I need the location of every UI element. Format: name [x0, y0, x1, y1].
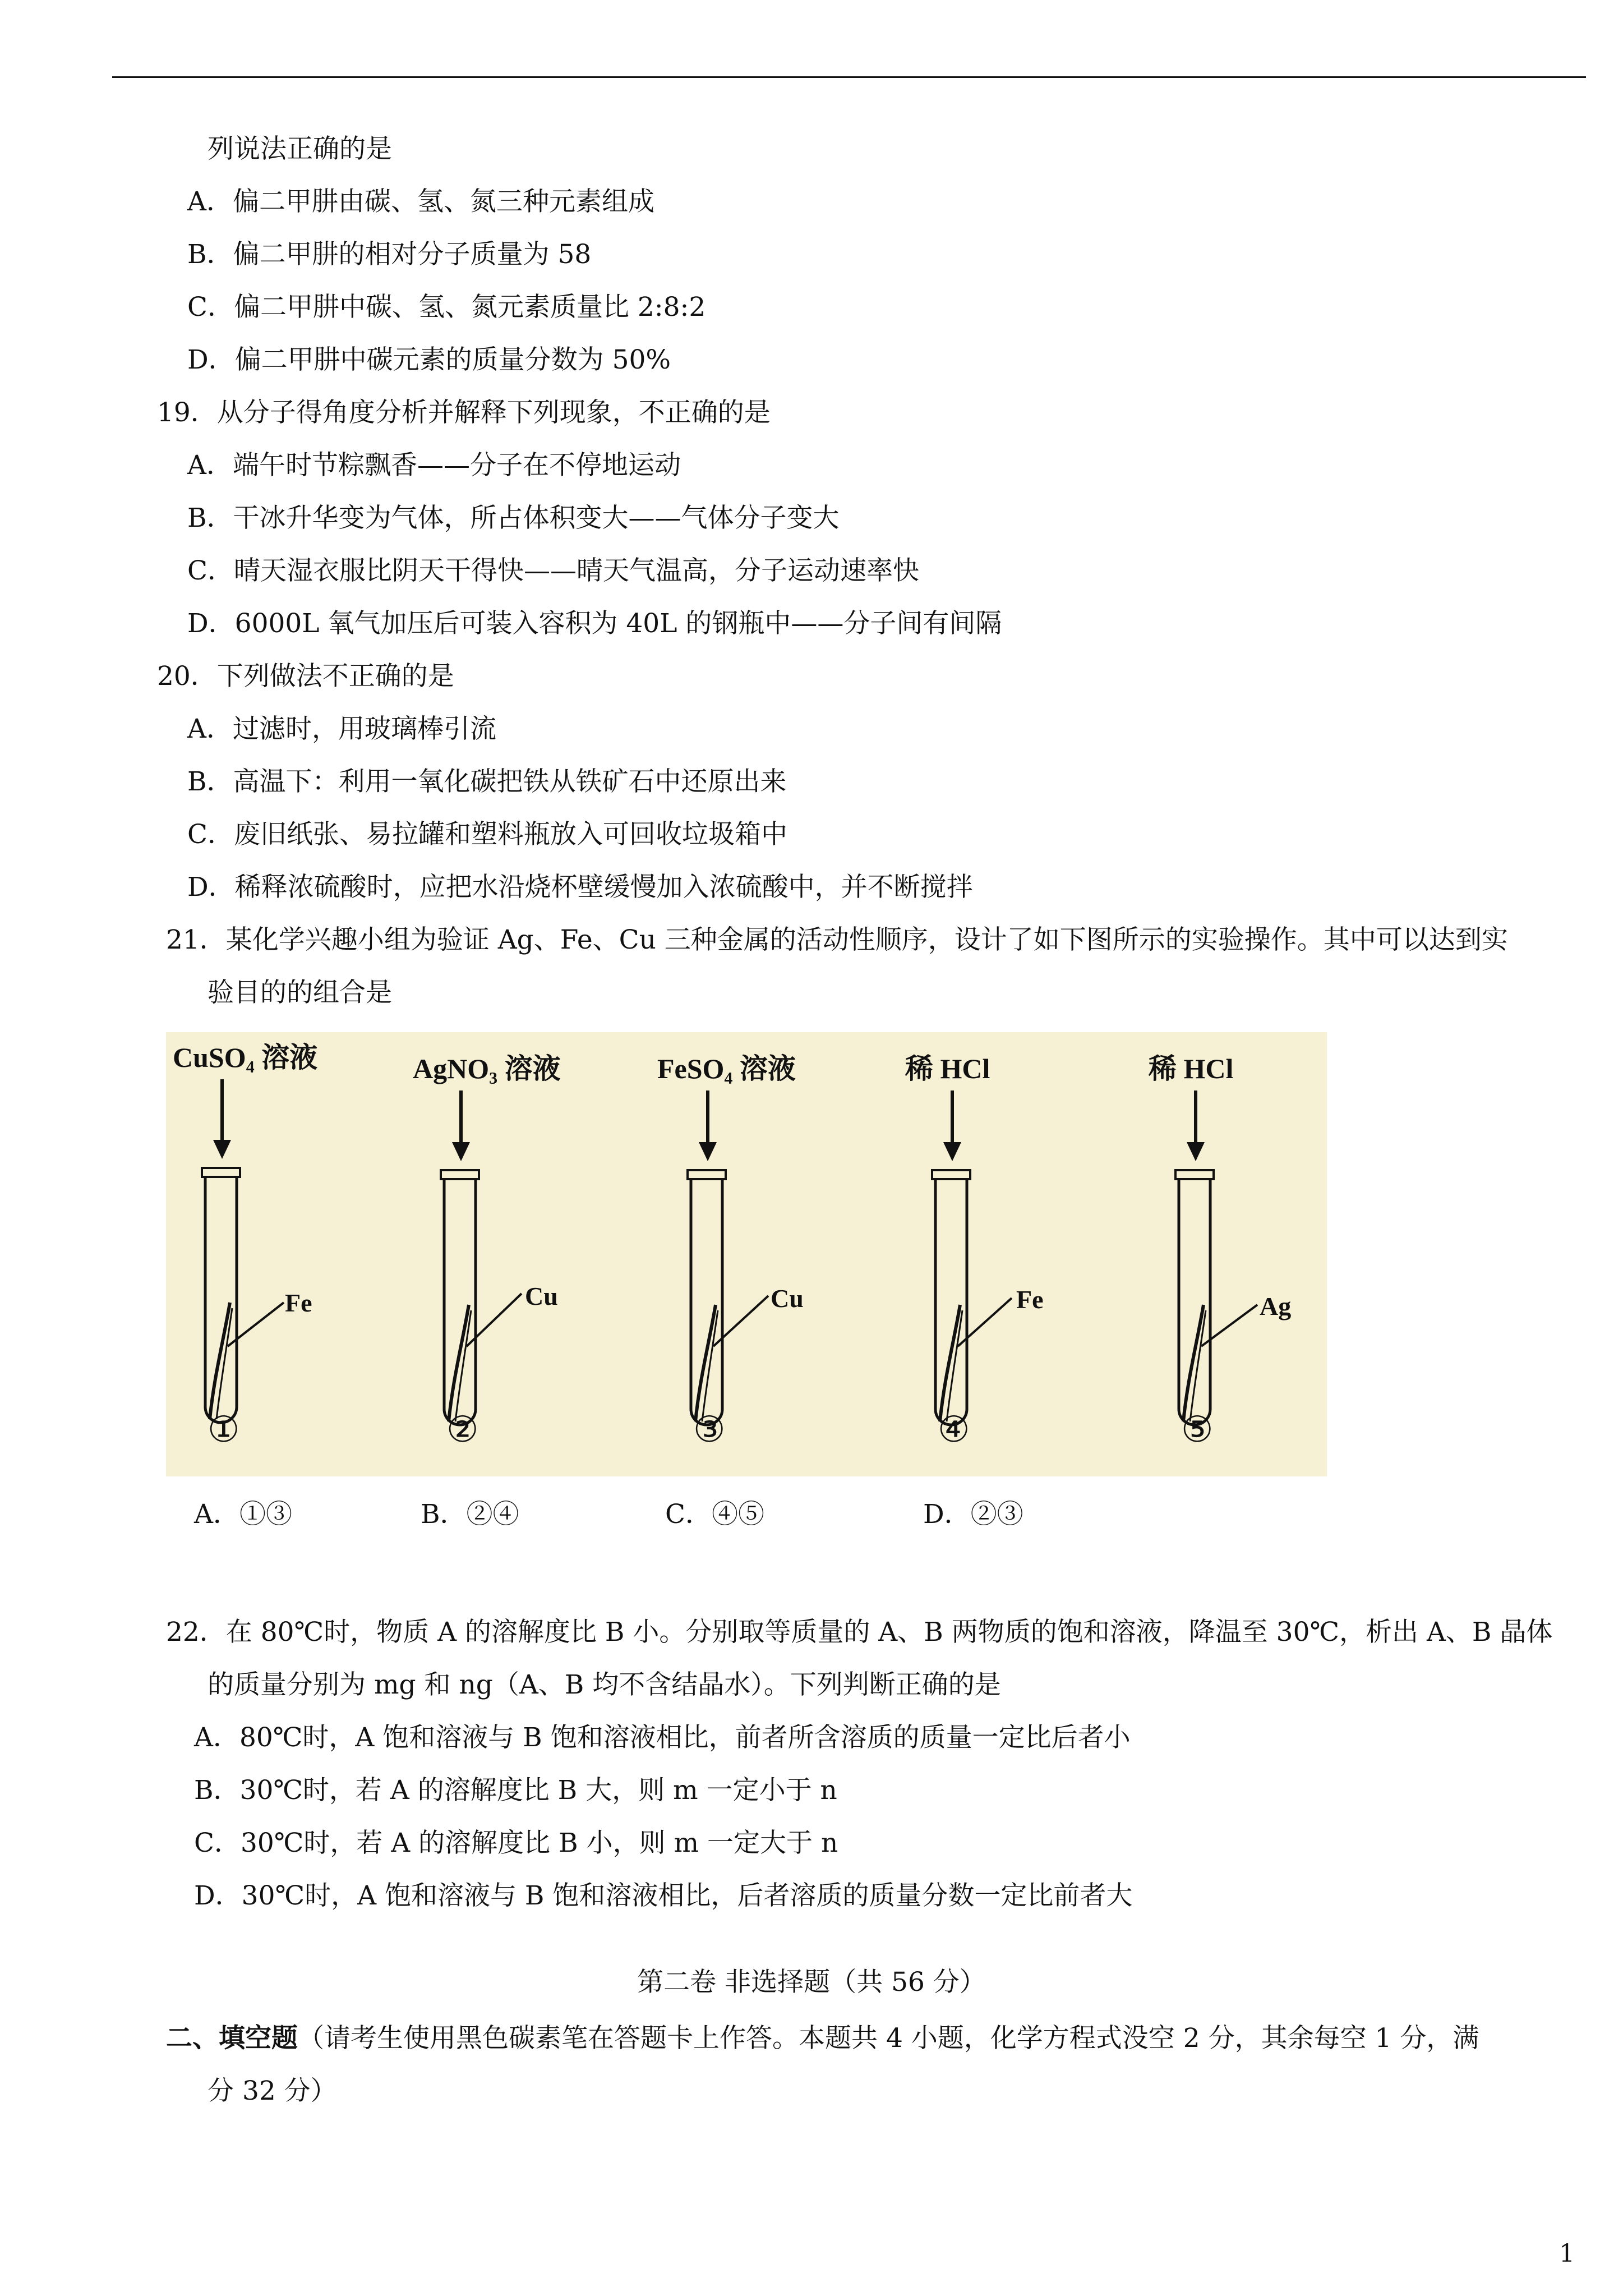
- tube-1-reagent: CuSO₄ 溶液: [173, 1042, 318, 1073]
- q22-option-b: B．30℃时，若 A 的溶解度比 B 大，则 m 一定小于 n: [194, 1775, 837, 1806]
- q20-option-d: D．稀释浓硫酸时，应把水沿烧杯壁缓慢加入浓硫酸中，并不断搅拌: [187, 872, 973, 903]
- section-title: 第二卷 非选择题（共 56 分）: [637, 1967, 986, 1998]
- q18-option-d: D．偏二甲肼中碳元素的质量分数为 50%: [187, 344, 671, 375]
- tube-3: [657, 1053, 804, 1451]
- q18-option-b: B．偏二甲肼的相对分子质量为 58: [187, 239, 592, 270]
- q21-option-c: C．④⑤: [665, 1499, 764, 1530]
- q20-option-b: B．高温下：利用一氧化碳把铁从铁矿石中还原出来: [187, 766, 787, 797]
- q20-option-c: C．废旧纸张、易拉罐和塑料瓶放入可回收垃圾箱中: [187, 819, 787, 850]
- tube-1-metal: Fe: [285, 1289, 312, 1317]
- tube-4: [905, 1053, 1044, 1451]
- tube-5-number: ⑤: [1181, 1409, 1214, 1451]
- tube-4-number: ④: [938, 1409, 970, 1451]
- tube-3-number: ③: [693, 1409, 726, 1451]
- tube-2-metal: Cu: [525, 1282, 558, 1310]
- q19-option-c: C．晴天湿衣服比阴天干得快——晴天气温高，分子运动速率快: [187, 555, 919, 586]
- q18-option-a: A．偏二甲肼由碳、氢、氮三种元素组成: [187, 186, 654, 217]
- q22-stem-line2: 的质量分别为 mg 和 ng（A、B 均不含结晶水）。下列判断正确的是: [208, 1669, 1001, 1700]
- section-desc-line2: 分 32 分）: [208, 2076, 337, 2106]
- tube-4-metal: Fe: [1016, 1285, 1044, 1314]
- q20-option-a: A．过滤时，用玻璃棒引流: [187, 714, 496, 744]
- tube-2-reagent: AgNO₃ 溶液: [413, 1053, 561, 1084]
- tube-5-reagent: 稀 HCl: [1149, 1053, 1234, 1084]
- q19-option-b: B．干冰升华变为气体，所占体积变大——气体分子变大: [187, 503, 840, 533]
- test-tube-figure: [166, 1032, 1327, 1476]
- section-heading: 二、填空题: [166, 2023, 298, 2054]
- q21-option-a: A．①③: [194, 1499, 292, 1530]
- q21-option-b: B．②④: [421, 1499, 519, 1530]
- tube-2-number: ②: [446, 1409, 479, 1451]
- tube-2: [413, 1053, 561, 1451]
- tube-5-metal: Ag: [1260, 1292, 1292, 1320]
- q22-option-a: A．80℃时，A 饱和溶液与 B 饱和溶液相比，前者所含溶质的质量一定比后者小: [194, 1722, 1131, 1753]
- section-heading-line1: [166, 2022, 1479, 2055]
- q22-stem-line1: 22．在 80℃时，物质 A 的溶解度比 B 小。分别取等质量的 A、B 两物质的饱和溶液，降温至 30℃，析出 A、B 晶体: [166, 1617, 1553, 1648]
- tube-5: [1148, 1053, 1291, 1451]
- q19-stem: 19．从分子得角度分析并解释下列现象，不正确的是: [157, 397, 771, 428]
- tube-3-metal: Cu: [771, 1284, 804, 1313]
- q18-stem: 列说法正确的是: [208, 134, 392, 164]
- q20-stem: 20．下列做法不正确的是: [157, 661, 454, 692]
- q21-option-d: D．②③: [923, 1499, 1023, 1530]
- header-rule: [112, 76, 1586, 78]
- tube-3-reagent: FeSO₄ 溶液: [657, 1053, 796, 1084]
- q18-option-c: C．偏二甲肼中碳、氢、氮元素质量比 2:8:2: [187, 292, 706, 323]
- q19-option-a: A．端午时节粽飘香——分子在不停地运动: [187, 450, 681, 481]
- q21-stem-line2: 验目的的组合是: [208, 977, 392, 1008]
- page-number: 1: [1559, 2239, 1575, 2268]
- q22-option-d: D．30℃时，A 饱和溶液与 B 饱和溶液相比，后者溶质的质量分数一定比前者大: [194, 1880, 1133, 1911]
- section-desc-line1: （请考生使用黑色碳素笔在答题卡上作答。本题共 4 小题，化学方程式没空 2 分，其余每空 1 分，满: [298, 2023, 1479, 2054]
- q21-stem-line1: 21．某化学兴趣小组为验证 Ag、Fe、Cu 三种金属的活动性顺序，设计了如下图所示的实验操作。其中可以达到实: [166, 924, 1508, 955]
- tube-1-number: ①: [208, 1409, 240, 1451]
- tube-1: [173, 1042, 317, 1451]
- q19-option-d: D．6000L 氧气加压后可装入容积为 40L 的钢瓶中——分子间有间隔: [187, 608, 1002, 639]
- q22-option-c: C．30℃时，若 A 的溶解度比 B 小，则 m 一定大于 n: [194, 1828, 838, 1858]
- tube-4-reagent: 稀 HCl: [905, 1053, 990, 1084]
